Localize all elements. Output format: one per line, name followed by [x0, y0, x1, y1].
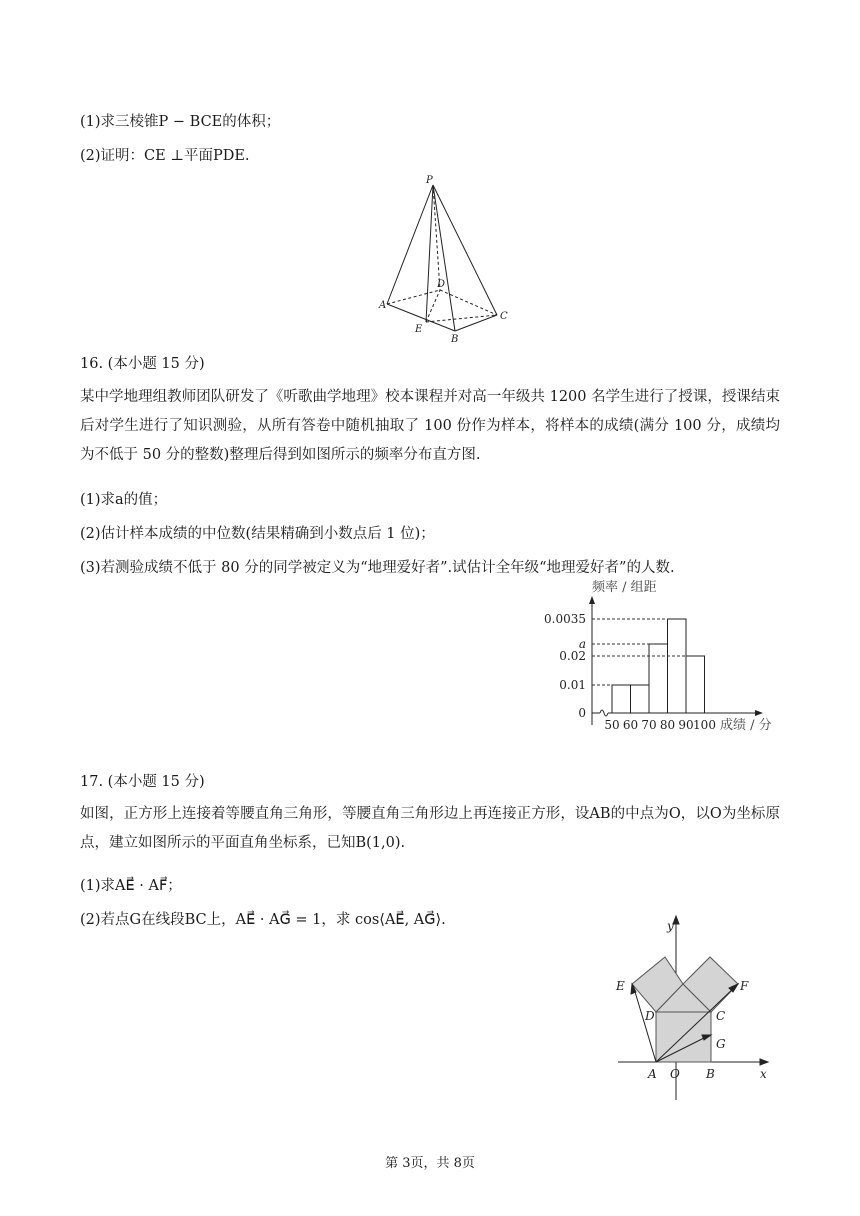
- q16-part2: (2)估计样本成绩的中位数(结果精确到小数点后 1 位)；: [80, 526, 435, 542]
- q15-part1: (1)求三棱锥P − BCE的体积；: [80, 114, 281, 130]
- q16-part1: (1)求a的值；: [80, 492, 168, 508]
- coordinate-figure: [600, 912, 790, 1107]
- label-A: A: [379, 300, 387, 311]
- x-tick-label: 70: [641, 718, 657, 732]
- bar: [668, 619, 687, 713]
- axis-y-label: y: [667, 919, 674, 933]
- q17-part2: (2)若点G在线段BC上，AE⃗ · AG⃗ = 1，求 cos⟨AE⃗, AG⃗⟩.: [80, 912, 446, 928]
- y-tick-label: 0.01: [559, 678, 586, 692]
- label-C2: C: [716, 1009, 726, 1023]
- x-axis-arrow: [755, 710, 763, 716]
- label-C: C: [500, 311, 508, 322]
- label-E: E: [415, 324, 423, 335]
- x-tick-label: 90: [678, 718, 694, 732]
- label-P: P: [426, 175, 433, 186]
- bar: [612, 685, 631, 713]
- frequency-histogram: [530, 578, 790, 738]
- y-tick-label: 0.02: [559, 649, 586, 663]
- q16-body: 某中学地理组教师团队研发了《听歌曲学地理》校本课程并对高一年级共 1200 名学生进行了授课，授课结束后对学生进行了知识测验，从所有答卷中随机抽取了 100 份作为样本，将样本的成绩(满分 100 分，成绩均为不低于 50 分的整数)整理后得到如图所示的频率分布直方图.: [80, 389, 780, 463]
- x-tick-label: 50: [604, 718, 620, 732]
- q16-part3: (3)若测验成绩不低于 80 分的同学被定义为“地理爱好者”.试估计全年级“地理爱好者”的人数.: [80, 560, 675, 576]
- q17-part1: (1)求AE⃗ · AF⃗；: [80, 878, 182, 894]
- bar: [649, 644, 668, 713]
- y-axis-title: 频率 / 组距: [592, 580, 657, 595]
- label-B: B: [451, 334, 459, 345]
- q15-part2: (2)证明：CE ⊥平面PDE.: [80, 148, 250, 164]
- label-E2: E: [616, 979, 625, 993]
- pyramid-figure: [370, 172, 520, 347]
- x-tick-label: 100: [693, 718, 716, 732]
- axis-x-label: x: [760, 1067, 767, 1081]
- page-footer: 第 3页，共 8页: [385, 1156, 475, 1171]
- label-G: G: [716, 1037, 726, 1051]
- q17-body: 如图，正方形上连接着等腰直角三角形，等腰直角三角形边上再连接正方形，设AB的中点为O，以O为坐标原点，建立如图所示的平面直角坐标系，已知B(1,0).: [80, 806, 780, 851]
- y-tick-label: 0.0035: [544, 612, 586, 626]
- label-A2: A: [648, 1067, 657, 1081]
- label-B2: B: [706, 1067, 715, 1081]
- x-axis-title: 成绩 / 分: [720, 718, 772, 733]
- bar: [686, 656, 705, 713]
- y-tick-label: 0: [578, 706, 586, 720]
- label-D2: D: [645, 1009, 655, 1023]
- q17-header: 17. (本小题 15 分): [80, 774, 205, 790]
- label-F: F: [740, 979, 749, 993]
- bar: [631, 685, 650, 713]
- label-O: O: [670, 1067, 680, 1081]
- label-D: D: [437, 279, 446, 290]
- x-tick-label: 80: [659, 718, 676, 732]
- x-tick-label: 60: [622, 718, 639, 732]
- q16-header: 16. (本小题 15 分): [80, 356, 205, 372]
- axis-break: [600, 710, 608, 716]
- y-axis-arrow: [589, 596, 595, 604]
- y-tick-label: a: [578, 637, 586, 651]
